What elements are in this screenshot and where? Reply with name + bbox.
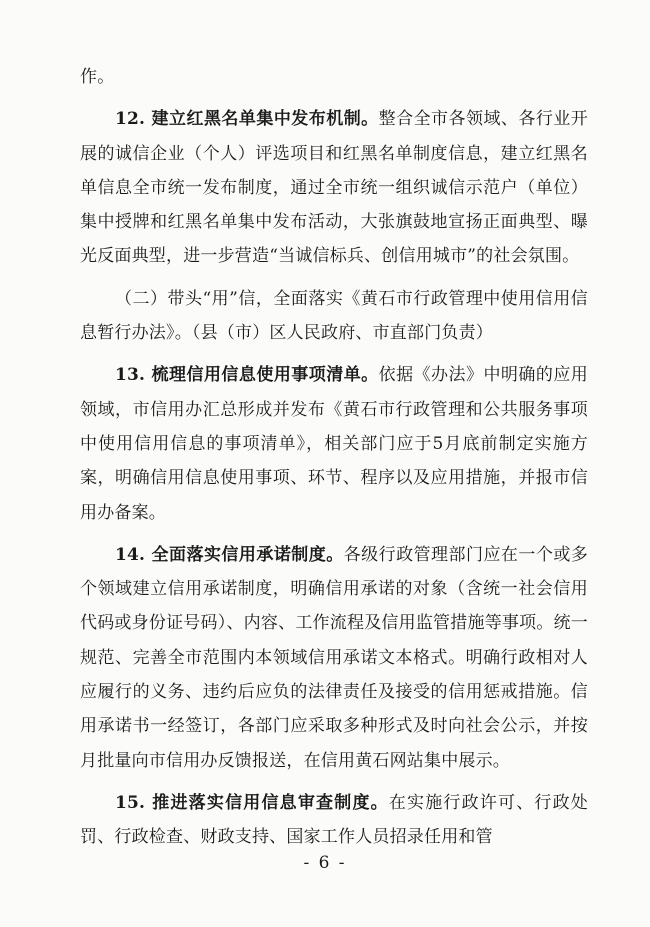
paragraph-text: 依据《办法》中明确的应用领域，市信用办汇总形成并发布《黄石市行政管理和公共服务事项中使用信用信息的事项清单》，相关部门应于5月底前制定实施方案，明确信用信息使用事项、环节、程序以及应用措施，并报市信用办备案。 bbox=[80, 365, 588, 523]
paragraph-text: 在实施行政许可、行政处罚、行政检查、财政支持、国家工作人员招录任用和管 bbox=[80, 792, 588, 848]
paragraph-text: 整合全市各领域、各行业开展的诚信企业（个人）评选项目和红黑名单制度信息，建立红黑名单信息全市统一发布制度，通过全市统一组织诚信示范户（单位）集中授牌和红黑名单集中发布活动，大张旗鼓地宣扬正面典型、曝光反面典型，进一步营造“当诚信标兵、创信用城市”的社会氛围。 bbox=[80, 109, 588, 267]
paragraph-item-12 bbox=[80, 102, 588, 273]
item-heading: 14. 全面落实信用承诺制度。 bbox=[115, 544, 344, 565]
item-heading: 15. 推进落实信用信息审查制度。 bbox=[115, 792, 389, 813]
paragraph-text: 作。 bbox=[80, 67, 115, 87]
page-number: - 6 - bbox=[303, 853, 347, 873]
paragraph-continuation bbox=[80, 60, 588, 94]
paragraph-text: （二）带头“用”信，全面落实《黄石市行政管理中使用信用信息暂行办法》。（县（市）区人民政府、市直部门负责） bbox=[80, 288, 588, 344]
paragraph-item-14 bbox=[80, 538, 588, 778]
paragraph-text: 各级行政管理部门应在一个或多个领域建立信用承诺制度，明确信用承诺的对象（含统一社会信用代码或身份证号码）、内容、工作流程及信用监管措施等事项。统一规范、完善全市范围内本领域信用承诺文本格式。明确行政相对人应履行的义务、违约后应负的法律责任及接受的信用惩戒措施。信用承诺书一经签订，各部门应采取多种形式及时向社会公示，并按月批量向市信用办反馈报送，在信用黄石网站集中展示。 bbox=[80, 544, 588, 771]
paragraph-item-13 bbox=[80, 358, 588, 529]
item-heading: 12. 建立红黑名单集中发布机制。 bbox=[115, 109, 379, 130]
section-heading-2 bbox=[80, 282, 588, 351]
item-heading: 13. 梳理信用信息使用事项清单。 bbox=[115, 365, 379, 386]
paragraph-item-15 bbox=[80, 786, 588, 855]
